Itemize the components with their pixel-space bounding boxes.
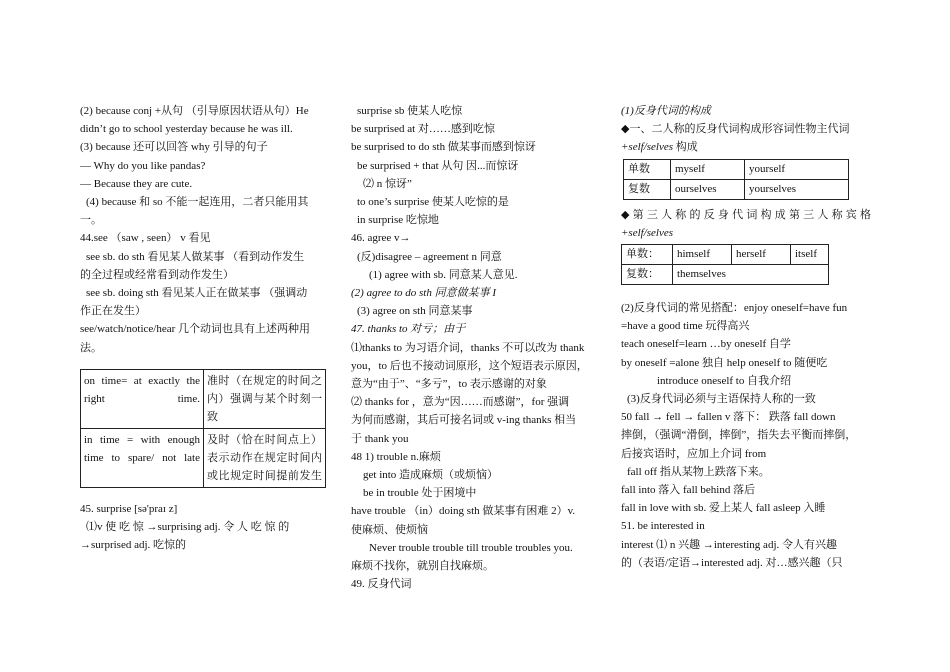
column-right <box>621 102 871 572</box>
text-line: 于 thank you <box>351 432 409 445</box>
table-cell: 及时（恰在时间点上）表示动作在规定时间内或比规定时间提前发生 <box>204 428 326 487</box>
table-cell: in time = with enough time to spare/ not late <box>81 428 204 487</box>
reflexive-pronoun-table-first-second <box>623 159 849 200</box>
text-line: fall into 落入 fall behind 落后 <box>621 484 756 497</box>
reflexive-pronoun-table-third <box>621 244 829 285</box>
text-line: see/watch/notice/hear 几个动词也具有上述两种用 <box>80 323 311 336</box>
text-line: (3)反身代词必须与主语保持人称的一致 <box>627 393 816 406</box>
text-line: 47. thanks to 对亏；由于 <box>351 323 466 336</box>
text-line: (2) agree to do sth 同意做某事 I <box>351 287 497 300</box>
text-line: you，to 后也不接动词原形，这个短语表示原因， <box>351 359 588 372</box>
table-cell: 复数 <box>624 179 671 199</box>
text-line: 51. be interested in <box>621 520 705 533</box>
text-line: 作正在发生） <box>80 305 146 318</box>
table-cell: ourselves <box>671 179 745 199</box>
text-line: ⑴thanks to 为习语介词，thanks 不可以改为 thank <box>351 341 585 354</box>
text-line: (1) agree with sb. 同意某人意见. <box>369 268 518 281</box>
table-cell: itself <box>791 245 829 265</box>
text-line: — Why do you like pandas? <box>80 159 206 172</box>
column-left <box>80 102 328 554</box>
text-line: see sb. doing sth 看见某人正在做某事 （强调动 <box>86 287 308 300</box>
table-row <box>624 179 849 199</box>
text-span: 构成 <box>673 141 698 154</box>
text-line: ◆一、二人称的反身代词构成形容词性物主代词 <box>621 123 850 136</box>
spacer <box>621 291 871 299</box>
text-line: 意为“由于”、“多亏”，to 表示感谢的对象 <box>351 378 547 391</box>
text-line: 49. 反身代词 <box>351 578 412 591</box>
text-line: ⑴v 使 吃 惊 →surprising adj. 令 人 吃 惊 的 <box>86 521 290 534</box>
text-line: 使麻烦、使烦恼 <box>351 523 428 536</box>
table-row <box>81 369 326 428</box>
text-line: by oneself =alone 独自 help oneself to 随便吃 <box>621 356 828 369</box>
text-line: be surprised at 对……感到吃惊 <box>351 123 495 136</box>
text-line: ◆ 第 三 人 称 的 反 身 代 词 构 成 第 三 人 称 宾 格 <box>621 208 871 221</box>
text-line: teach oneself=learn …by oneself 自学 <box>621 338 791 351</box>
table-cell: himself <box>673 245 732 265</box>
text-line: surprise sb 使某人吃惊 <box>357 105 463 117</box>
text-line: have trouble （in）doing sth 做某事有困难 2）v. <box>351 505 576 518</box>
text-line: to one’s surprise 使某人吃惊的是 <box>357 196 509 209</box>
formula-text: +self/selves <box>621 141 674 154</box>
section-heading: (1)反身代词的构成 <box>621 105 711 117</box>
text-line: 法。 <box>80 341 102 354</box>
text-line: 44.see （saw , seen） v 看见 <box>80 232 211 245</box>
on-time-in-time-table <box>80 369 326 488</box>
text-line: introduce oneself to 自我介绍 <box>657 374 792 387</box>
text-line: =have a good time 玩得高兴 <box>621 320 750 333</box>
text-line: ⑵ thanks for ，意为“因……而感谢”，for 强调 <box>351 396 570 409</box>
text-line: see sb. do sth 看见某人做某事 （看到动作发生 <box>86 250 305 263</box>
text-line: 46. agree v→ <box>351 232 411 245</box>
table-cell: 单数： <box>622 245 673 265</box>
text-line: fall off 指从某物上跌落下来。 <box>627 465 770 478</box>
text-line: (2) because conj +从句 （引导原因状语从句）He <box>80 105 309 117</box>
text-line: (反)disagree – agreement n 同意 <box>357 250 502 263</box>
text-line: 为何而感谢，其后可接名词或 v-ing thanks 相当 <box>351 414 577 427</box>
text-line: be in trouble 处于困境中 <box>363 487 477 500</box>
table-row <box>624 159 849 179</box>
text-line <box>621 138 871 156</box>
text-line: 一。 <box>80 214 102 227</box>
table-row <box>81 428 326 487</box>
text-line: ⑵ n 惊讶” <box>363 177 412 190</box>
text-line: be surprised to do sth 做某事而感到惊讶 <box>351 141 536 154</box>
table-cell: yourself <box>745 159 849 179</box>
table-row <box>622 265 829 285</box>
text-line: (3) agree on sth 同意某事 <box>357 305 473 318</box>
text-line: (2)反身代词的常见搭配：enjoy oneself=have fun <box>621 302 848 315</box>
text-line: 50 fall → fell → fallen v 落下： 跌落 fall down <box>621 411 836 424</box>
column-middle <box>351 102 601 593</box>
text-line: 的（表语/定语→interested adj. 对…感兴趣（只 <box>621 556 843 569</box>
text-line: 摔倒，（强调“滑倒，摔倒”，指失去平衡而摔倒， <box>621 429 857 442</box>
formula-text: +self/selves <box>621 226 674 239</box>
text-line: 麻烦不找你，就别自找麻烦。 <box>351 560 494 573</box>
table-cell: herself <box>732 245 791 265</box>
text-line: get into 造成麻烦（或烦恼） <box>363 469 499 482</box>
text-line: in surprise 吃惊地 <box>357 214 439 227</box>
table-cell: myself <box>671 159 745 179</box>
table-cell: 单数 <box>624 159 671 179</box>
table-cell: 准时（在规定的时间之内）强调与某个时刻一致 <box>204 369 326 428</box>
table-row <box>622 245 829 265</box>
text-line: didn’t go to school yesterday because he was ill. <box>80 123 293 136</box>
table-cell: themselves <box>673 265 829 285</box>
text-line: 后接宾语时，应加上介词 from <box>621 447 767 460</box>
text-line: fall in love with sb. 爱上某人 fall asleep 入睡 <box>621 502 826 515</box>
text-line: — Because they are cute. <box>80 177 193 190</box>
table-cell: on time= at exactly the right time. <box>81 369 204 428</box>
text-line: 48 1) trouble n.麻烦 <box>351 450 441 463</box>
text-line: interest ⑴ n 兴趣 →interesting adj. 令人有兴趣 <box>621 538 837 551</box>
text-line: Never trouble trouble till trouble troubles you. <box>369 541 573 554</box>
text-line: (3) because 还可以回答 why 引导的句子 <box>80 141 268 154</box>
text-line: 的全过程或经常看到动作发生） <box>80 268 234 281</box>
text-line: be surprised + that 从句 因...而惊讶 <box>357 159 519 172</box>
table-cell: yourselves <box>745 179 849 199</box>
text-line: 45. surprise [sə'praɪ z] <box>80 502 178 515</box>
table-cell: 复数： <box>622 265 673 285</box>
text-line: →surprised adj. 吃惊的 <box>80 539 187 552</box>
text-line: (4) because 和 so 不能一起连用，二者只能用其 <box>86 196 309 209</box>
